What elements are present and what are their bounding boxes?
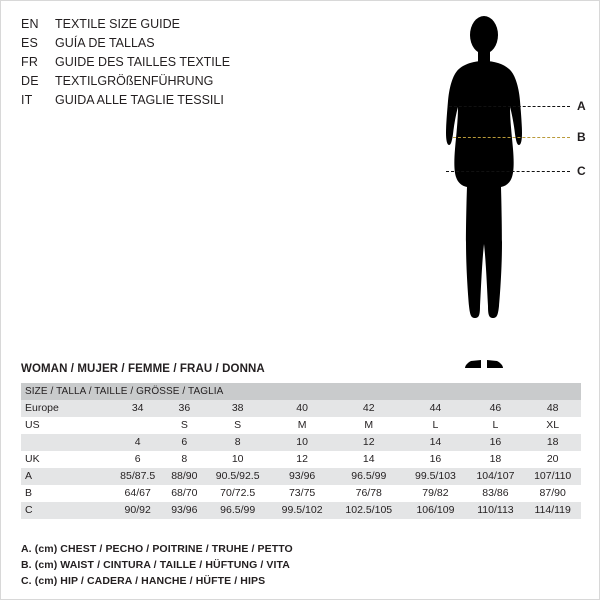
table-row (21, 434, 581, 451)
measure-line-b (453, 132, 591, 142)
cell: 93/96 (164, 502, 204, 519)
row-label: A (21, 468, 111, 485)
cell: 46 (467, 400, 525, 417)
cell: 114/119 (524, 502, 581, 519)
legend-line-c: C. (cm) HIP / CADERA / HANCHE / HÜFTE / HIPS (21, 575, 266, 587)
cell: 48 (524, 400, 581, 417)
body-figure (401, 9, 591, 374)
cell: 38 (204, 400, 271, 417)
language-title: GUIDA ALLE TAGLIE TESSILI (55, 93, 224, 107)
cell: 73/75 (271, 485, 333, 502)
language-title: TEXTILE SIZE GUIDE (55, 17, 181, 31)
cell: 102.5/105 (333, 502, 404, 519)
language-title: GUIDE DES TAILLES TEXTILE (55, 55, 231, 69)
language-row (21, 74, 351, 93)
language-code: EN (21, 17, 39, 31)
measure-label-c: C (577, 164, 586, 178)
cell: 85/87.5 (111, 468, 164, 485)
cell: 96.5/99 (333, 468, 404, 485)
table-header-row (21, 383, 581, 400)
cell: 10 (204, 451, 271, 468)
cell: 90/92 (111, 502, 164, 519)
language-row (21, 17, 351, 36)
cell: 110/113 (467, 502, 525, 519)
cell: L (404, 417, 466, 434)
row-label: UK (21, 451, 111, 468)
measure-label-b: B (577, 130, 586, 144)
table-row (21, 400, 581, 417)
legend-line-a: A. (cm) CHEST / PECHO / POITRINE / TRUHE / PETTO (21, 543, 293, 555)
cell: 90.5/92.5 (204, 468, 271, 485)
dash-line (449, 106, 570, 107)
cell: XL (524, 417, 581, 434)
language-title: TEXTILGRÖßENFÜHRUNG (55, 74, 214, 88)
cell: L (467, 417, 525, 434)
cell: 12 (271, 451, 333, 468)
legend-line-b: B. (cm) WAIST / CINTURA / TAILLE / HÜFTUNG / VITA (21, 559, 290, 571)
table-row (21, 468, 581, 485)
row-label (21, 434, 111, 451)
female-silhouette-icon (401, 9, 591, 374)
cell: 42 (333, 400, 404, 417)
cell: 34 (111, 400, 164, 417)
cell: 18 (524, 434, 581, 451)
cell: 107/110 (524, 468, 581, 485)
cell: 14 (404, 434, 466, 451)
measure-line-a (449, 101, 591, 111)
cell: 70/72.5 (204, 485, 271, 502)
measure-label-a: A (577, 99, 586, 113)
language-code: DE (21, 74, 39, 88)
cell: 8 (204, 434, 271, 451)
language-title-block (21, 17, 351, 112)
cell: 14 (333, 451, 404, 468)
row-label: B (21, 485, 111, 502)
cell: 8 (164, 451, 204, 468)
row-label: C (21, 502, 111, 519)
table-row (21, 451, 581, 468)
cell: 12 (333, 434, 404, 451)
cell: 87/90 (524, 485, 581, 502)
cell: 96.5/99 (204, 502, 271, 519)
table-row (21, 485, 581, 502)
row-label: Europe (21, 400, 111, 417)
measurement-legend (21, 541, 561, 589)
language-code: IT (21, 93, 33, 107)
cell: 64/67 (111, 485, 164, 502)
cell (111, 417, 164, 434)
cell: 36 (164, 400, 204, 417)
table-row (21, 502, 581, 519)
cell: 83/86 (467, 485, 525, 502)
dash-line (446, 171, 570, 172)
cell: 40 (271, 400, 333, 417)
cell: 99.5/102 (271, 502, 333, 519)
section-heading: WOMAN / MUJER / FEMME / FRAU / DONNA (21, 363, 265, 375)
cell: 44 (404, 400, 466, 417)
cell: 104/107 (467, 468, 525, 485)
cell: 68/70 (164, 485, 204, 502)
cell: 18 (467, 451, 525, 468)
table-header-label: SIZE / TALLA / TAILLE / GRÖSSE / TAGLIA (21, 383, 581, 400)
language-row (21, 93, 351, 112)
cell: 99.5/103 (404, 468, 466, 485)
cell: 16 (404, 451, 466, 468)
language-title: GUÍA DE TALLAS (55, 36, 155, 50)
cell: 4 (111, 434, 164, 451)
cell: 76/78 (333, 485, 404, 502)
cell: 16 (467, 434, 525, 451)
cell: 106/109 (404, 502, 466, 519)
measure-line-c (446, 166, 591, 176)
cell: 6 (111, 451, 164, 468)
cell: S (204, 417, 271, 434)
cell: M (271, 417, 333, 434)
cell: 6 (164, 434, 204, 451)
cell: 10 (271, 434, 333, 451)
cell: M (333, 417, 404, 434)
cell: 88/90 (164, 468, 204, 485)
row-label: US (21, 417, 111, 434)
cell: 93/96 (271, 468, 333, 485)
cell: 20 (524, 451, 581, 468)
language-row (21, 36, 351, 55)
language-code: ES (21, 36, 39, 50)
language-row (21, 55, 351, 74)
dash-line (453, 137, 570, 138)
size-table (21, 383, 581, 519)
cell: 79/82 (404, 485, 466, 502)
cell: S (164, 417, 204, 434)
table-row (21, 417, 581, 434)
language-code: FR (21, 55, 39, 69)
